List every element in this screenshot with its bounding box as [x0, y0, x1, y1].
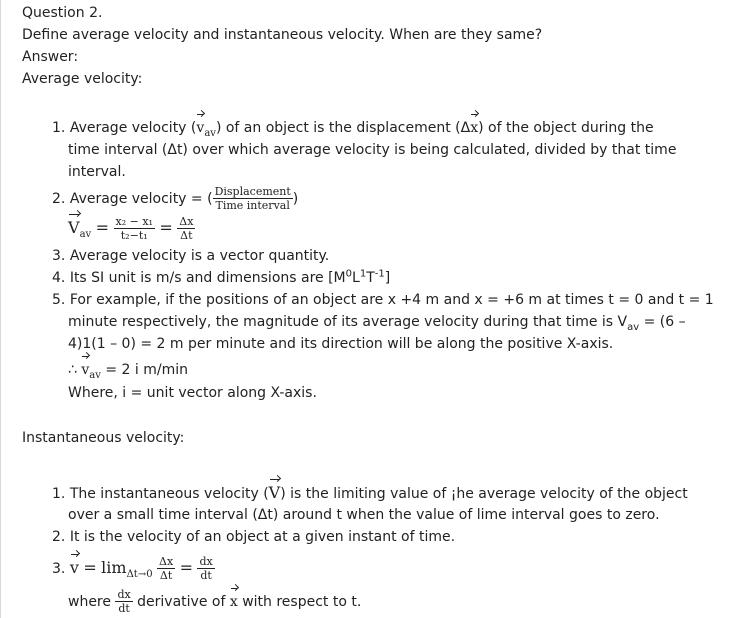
dimension-superscript: 1	[359, 268, 367, 280]
fraction-denominator: dt	[200, 569, 212, 582]
avg-item-2-number: 2.	[52, 191, 66, 207]
derivative-fraction	[197, 556, 214, 582]
vector-v-symbol: V	[268, 483, 281, 502]
inst-item-2	[52, 527, 455, 547]
limit-subscript: Δt→0	[126, 568, 153, 580]
inst-item-1-number: 1.	[52, 486, 66, 502]
avg-item-1-text-c: ) of the object during the	[478, 120, 654, 136]
fraction-denominator: Δt	[180, 229, 193, 242]
question-prompt: Define average velocity and instantaneous velocity. When are they same?	[22, 27, 543, 43]
fraction-numerator: x₂ − x₁	[115, 215, 153, 228]
avg-item-2-text: Average velocity = (	[69, 191, 213, 207]
inst-item-1-line-2: over a small time interval (Δt) around t when the value of lime interval goes to zero.	[68, 507, 660, 523]
inst-item-1-text-b: ) is the limiting value of ¡he average velocity of the object	[280, 486, 688, 502]
equals-sign: =	[179, 558, 194, 577]
avg-item-4	[52, 268, 390, 288]
formula-subscript: av	[79, 228, 92, 240]
avg-item-1-text-a: Average velocity (	[69, 120, 197, 136]
answer-label: Answer:	[22, 49, 79, 65]
avg-item-1	[52, 118, 654, 138]
inst-item-2-text: It is the velocity of an object at a given instant of time.	[69, 529, 456, 545]
therefore-value: = 2 i m/min	[100, 362, 189, 378]
avg-item-3-number: 3.	[52, 248, 66, 264]
displacement-fraction	[213, 186, 293, 212]
vector-x-symbol: x	[470, 120, 479, 136]
derivative-note	[68, 589, 361, 615]
fraction-numerator: Displacement	[214, 185, 291, 198]
fraction-numerator: Δx	[159, 555, 174, 568]
dimension-superscript: 0	[345, 268, 353, 280]
delta-fraction	[157, 556, 175, 582]
avg-item-1-line-3: interval.	[68, 164, 126, 180]
vector-x-symbol: x	[229, 594, 238, 610]
avg-item-4-text-d: ]	[384, 270, 391, 286]
fraction-numerator: dx	[199, 555, 213, 568]
avg-subscript: av	[204, 127, 216, 139]
question-heading: Question 2.	[22, 5, 103, 21]
equals-sign: =	[83, 558, 97, 577]
avg-item-5	[52, 290, 714, 310]
instantaneous-velocity-heading: Instantaneous velocity:	[22, 430, 185, 446]
delta-fraction	[177, 216, 195, 242]
with-respect-text: with respect to t.	[242, 594, 362, 610]
avg-item-5-line-2	[68, 312, 686, 332]
fraction-numerator: dx	[117, 588, 131, 601]
position-fraction	[114, 216, 155, 242]
limit-operator: lim	[101, 558, 127, 577]
where-label: where	[68, 594, 111, 610]
avg-item-1-text-b: ) of an object is the displacement (Δ	[215, 120, 471, 136]
vector-v-formula: V	[68, 218, 80, 237]
fraction-denominator: Δt	[159, 569, 173, 582]
derivative-fraction	[115, 589, 132, 615]
avg-item-5-line-2-end: = (6 –	[639, 314, 686, 330]
avg-item-2	[52, 186, 298, 212]
inst-item-1-text-a: The instantaneous velocity (	[69, 486, 269, 502]
avg-item-5-number: 5.	[52, 292, 66, 308]
equals-sign: =	[95, 218, 110, 237]
derivative-text: derivative of	[137, 594, 226, 610]
avg-item-1-number: 1.	[52, 120, 66, 136]
avg-velocity-formula	[68, 216, 195, 242]
fraction-denominator: Time interval	[215, 199, 290, 212]
avg-item-5-line-3: 4)1(1 – 0) = 2 m per minute and its direction will be along the positive X-axis.	[68, 336, 614, 352]
avg-item-3-text: Average velocity is a vector quantity.	[69, 248, 330, 264]
inst-item-3-number: 3.	[52, 561, 66, 577]
avg-item-3	[52, 246, 329, 266]
vector-v-symbol: v	[69, 558, 79, 577]
avg-item-1-line-2: time interval (Δt) over which average velocity is being calculated, divided by that time	[68, 142, 677, 158]
avg-subscript: av	[89, 369, 101, 381]
unit-vector-note: Where, i = unit vector along X-axis.	[68, 385, 317, 401]
therefore-line	[68, 360, 188, 380]
dimension-superscript: -1	[374, 268, 385, 280]
fraction-denominator: t₂−t₁	[120, 229, 148, 242]
avg-item-5-line-1: For example, if the positions of an object are x +4 m and x = +6 m at times t = 0 and t = 1	[69, 292, 714, 308]
close-paren: )	[292, 191, 299, 207]
fraction-denominator: dt	[118, 602, 130, 615]
inst-item-1	[52, 483, 688, 504]
velocity-subscript: av	[627, 321, 640, 333]
avg-item-4-text-c: T	[366, 270, 375, 286]
avg-item-4-number: 4.	[52, 270, 66, 286]
vector-v-symbol: v	[196, 120, 205, 136]
fraction-numerator: Δx	[179, 215, 194, 228]
average-velocity-heading: Average velocity:	[22, 71, 143, 87]
equals-sign: =	[159, 218, 173, 237]
avg-item-4-text-b: L	[352, 270, 360, 286]
inst-item-2-number: 2.	[52, 529, 66, 545]
therefore-symbol: ∴	[68, 362, 77, 378]
vector-v-symbol: v	[81, 362, 90, 378]
avg-item-5-line-2-text: minute respectively, the magnitude of its average velocity during that time is V	[68, 314, 628, 330]
inst-item-3	[52, 556, 215, 582]
avg-item-4-text-a: Its SI unit is m/s and dimensions are [M	[69, 270, 346, 286]
